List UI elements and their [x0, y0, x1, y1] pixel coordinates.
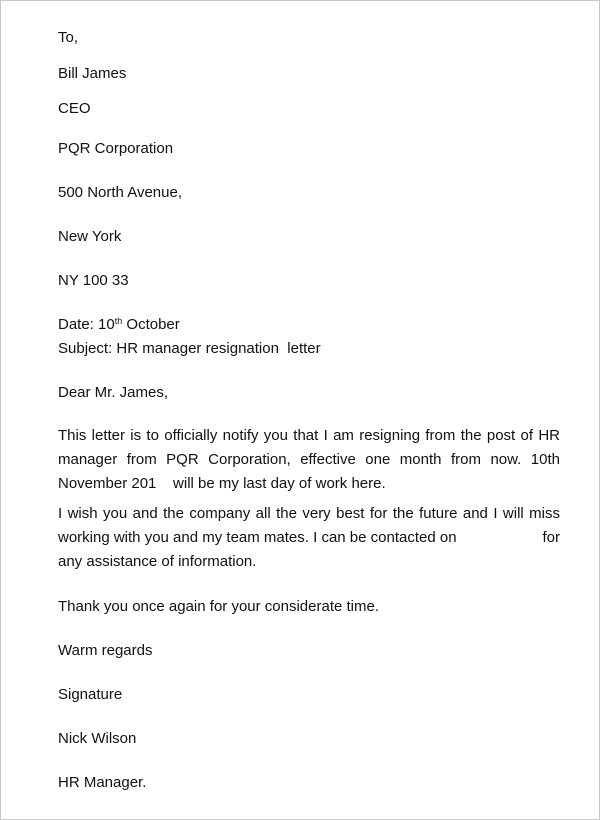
- body-paragraph-1-line: November 201 will be my last day of work here.: [58, 475, 386, 492]
- contact-for: for: [542, 529, 560, 546]
- letter-greeting: Dear Mr. James,: [58, 384, 169, 401]
- body-paragraph-2-line: I wish you and the company all the very best for the future and I will miss: [58, 505, 560, 522]
- body-paragraph-2-line: [58, 526, 560, 550]
- sender-title: HR Manager.: [58, 774, 147, 791]
- salutation-to: To,: [58, 29, 79, 46]
- letter-date: [58, 316, 180, 334]
- body-paragraph-2-line: any assistance of information.: [58, 553, 257, 570]
- letter-subject: Subject: HR manager resignation letter: [58, 340, 321, 357]
- recipient-city: New York: [58, 228, 122, 245]
- date-prefix: Date: 10: [58, 316, 115, 333]
- thanks-line: Thank you once again for your considerate time.: [58, 598, 380, 615]
- body-paragraph-2: [58, 502, 560, 574]
- signature-line: Signature: [58, 686, 123, 703]
- body-paragraph-1-line: This letter is to officially notify you that I am resigning from the post of HR: [58, 427, 560, 444]
- body-paragraph-1-line: manager from PQR Corporation, effective one month from now. 10th: [58, 451, 560, 468]
- sender-name: Nick Wilson: [58, 730, 137, 747]
- recipient-company: PQR Corporation: [58, 140, 174, 157]
- recipient-name: Bill James: [58, 65, 127, 82]
- date-suffix: th: [114, 316, 123, 326]
- recipient-title: CEO: [58, 100, 91, 117]
- contact-text: working with you and my team mates. I can be contacted on: [58, 529, 457, 546]
- body-paragraph-1: [58, 424, 560, 496]
- closing-line: Warm regards: [58, 642, 153, 659]
- recipient-zip: NY 100 33: [58, 272, 129, 289]
- recipient-street: 500 North Avenue,: [58, 184, 182, 201]
- date-month: October: [122, 316, 180, 333]
